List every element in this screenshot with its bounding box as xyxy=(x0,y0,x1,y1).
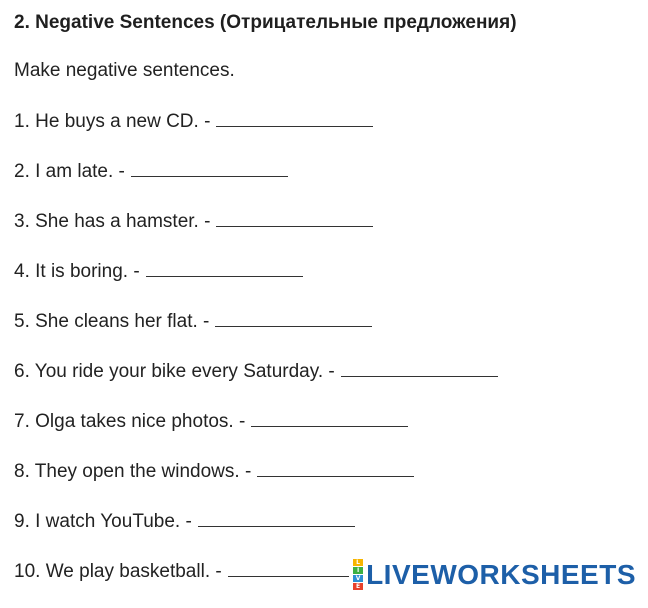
logo-badge-letter: E xyxy=(353,583,363,590)
answer-blank[interactable] xyxy=(341,358,498,377)
sentence-item xyxy=(14,208,634,234)
answer-blank[interactable] xyxy=(146,258,303,277)
sentence-text: 3. She has a hamster. - xyxy=(14,211,211,232)
sentence-item xyxy=(14,508,634,534)
sentence-item xyxy=(14,158,634,184)
sentence-text: 10. We play basketball. - xyxy=(14,561,222,582)
sentence-text: 2. I am late. - xyxy=(14,161,125,182)
answer-blank[interactable] xyxy=(131,158,288,177)
sentence-item xyxy=(14,408,634,434)
logo-badge-icon xyxy=(353,559,363,590)
answer-blank[interactable] xyxy=(257,458,414,477)
logo-text: LIVEWORKSHEETS xyxy=(366,558,636,590)
logo-badge-letter: V xyxy=(353,575,363,582)
sentence-text: 4. It is boring. - xyxy=(14,261,140,282)
exercise-title: 2. Negative Sentences (Отрицательные предложения) xyxy=(14,12,517,33)
sentence-text: 6. You ride your bike every Saturday. - xyxy=(14,361,335,382)
answer-blank[interactable] xyxy=(216,208,373,227)
sentence-text: 7. Olga takes nice photos. - xyxy=(14,411,246,432)
sentence-item xyxy=(14,458,634,484)
sentence-item xyxy=(14,258,634,284)
sentence-list xyxy=(14,108,634,584)
answer-blank[interactable] xyxy=(251,408,408,427)
sentence-text: 9. I watch YouTube. - xyxy=(14,511,192,532)
sentence-item xyxy=(14,308,634,334)
sentence-text: 5. She cleans her flat. - xyxy=(14,311,210,332)
answer-blank[interactable] xyxy=(216,108,373,127)
answer-blank[interactable] xyxy=(198,508,355,527)
liveworksheets-logo xyxy=(349,559,636,590)
sentence-item xyxy=(14,358,634,384)
sentence-item xyxy=(14,108,634,134)
answer-blank[interactable] xyxy=(215,308,372,327)
worksheet-page xyxy=(14,10,634,608)
logo-badge-letter: I xyxy=(353,567,363,574)
sentence-text: 1. He buys a new CD. - xyxy=(14,111,211,132)
logo-badge-letter: L xyxy=(353,559,363,566)
sentence-text: 8. They open the windows. - xyxy=(14,461,252,482)
exercise-instruction: Make negative sentences. xyxy=(14,60,235,81)
